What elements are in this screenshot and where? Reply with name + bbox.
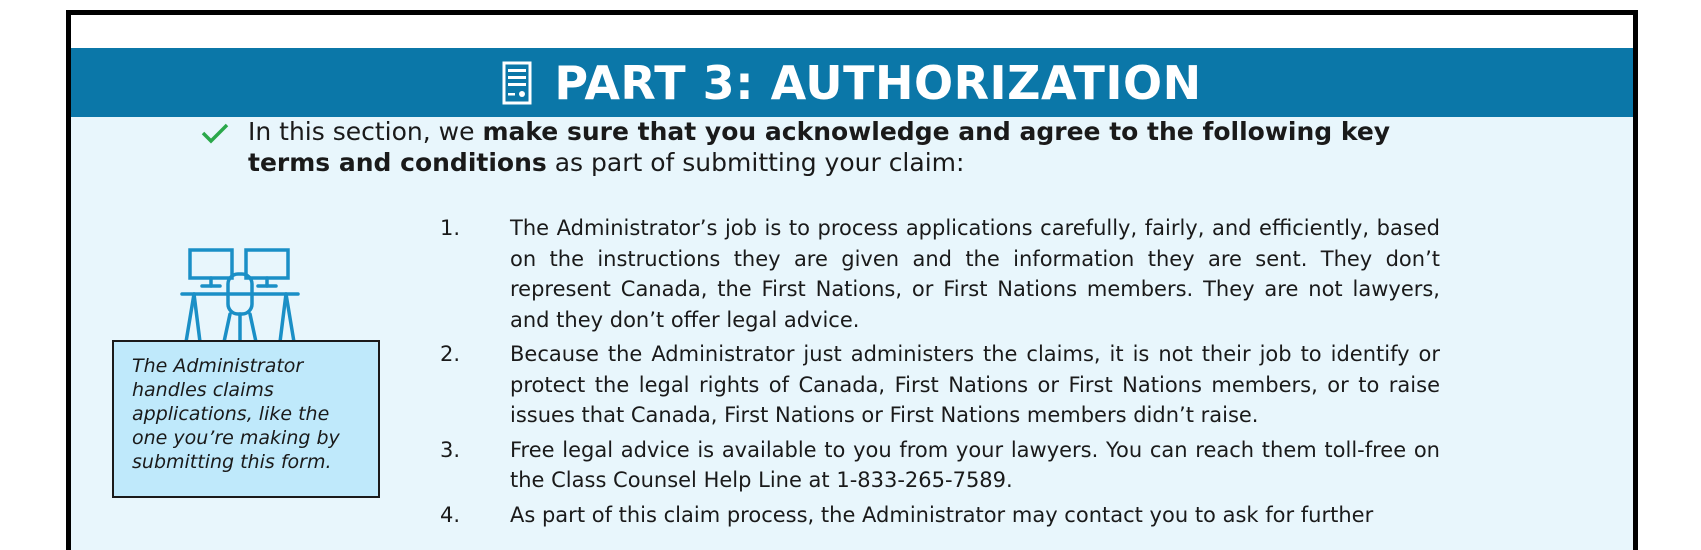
intro-text-bold: make sure that you acknowledge and agree to the following key terms and conditions [248,117,1391,177]
list-item-text: Free legal advice is available to you from your lawyers. You can reach them toll-free on the Class Counsel Help Line at 1-833-265-7589. [510,437,1440,492]
section-title: PART 3: AUTHORIZATION [554,55,1202,110]
list-item [440,213,1440,335]
list-item-number: 2. [440,342,461,366]
list-item [440,500,1440,531]
section-header [71,48,1633,117]
list-item-number: 4. [440,502,461,527]
intro-paragraph [200,116,1400,178]
list-item [440,435,1440,496]
intro-text-tail: as part of submitting your claim: [546,148,965,177]
administrator-callout: The Administrator handles claims applications, like the one you’re making by submitting this form. [112,340,380,498]
checkmark-icon [200,122,230,144]
list-item-number: 1. [440,216,461,240]
terms-list [440,213,1440,534]
form-document-icon [502,61,532,105]
office-desks-computers-icon [180,246,300,344]
list-item [440,339,1440,431]
list-item-text: Because the Administrator just administers the claims, it is not their job to identify or protect the legal rights of Canada, First Nations or First Nations members, or to raise issues that Canada, First Nations or First Nations members didn’t raise. [510,342,1440,427]
list-item-text: As part of this claim process, the Administrator may contact you to ask for further [510,502,1374,527]
intro-text-lead: In this section, we [248,117,483,146]
list-item-text: The Administrator’s job is to process applications carefully, fairly, and efficiently, based on the instructions they are given and the information they are sent. They don’t represent Canada, the First Nations, or First Nations members. They are not lawyers, and they don’t offer legal advice. [510,216,1440,332]
list-item-number: 3. [440,437,461,462]
